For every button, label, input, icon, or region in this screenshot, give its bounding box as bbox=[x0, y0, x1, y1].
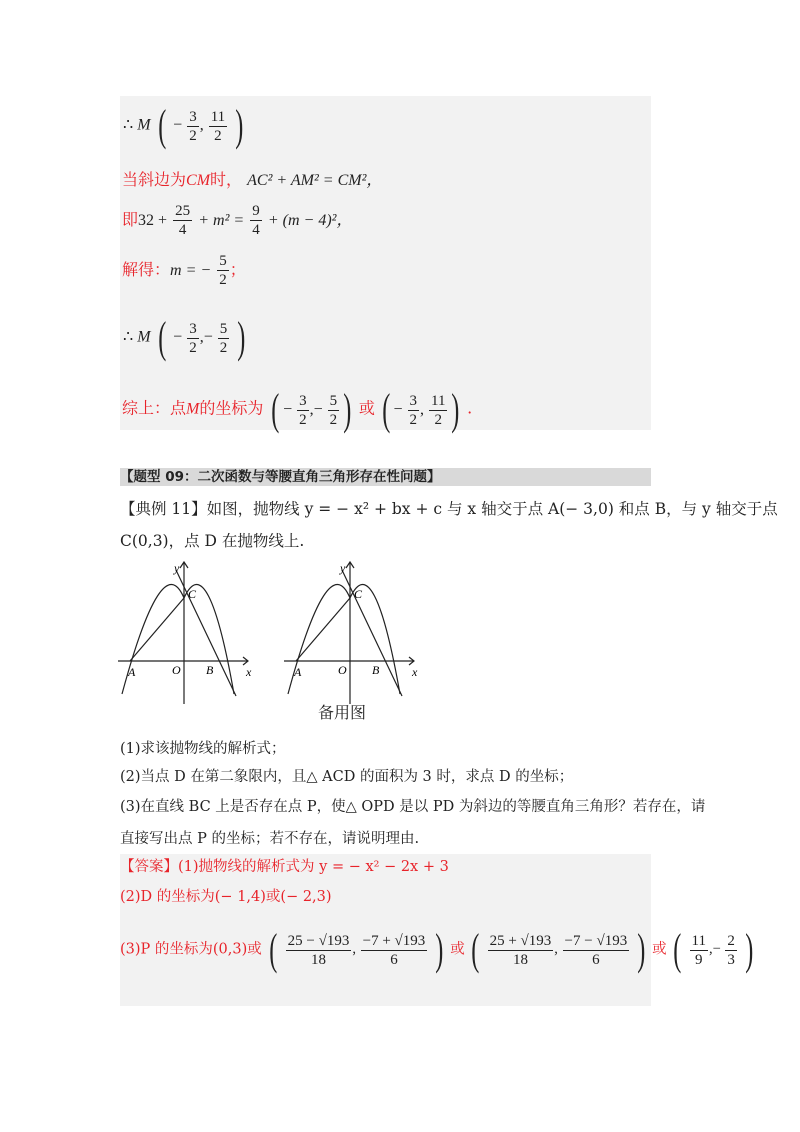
solve-end: ； bbox=[229, 260, 246, 279]
frac-den: 2 bbox=[409, 411, 418, 428]
problem-line-1: 【典例 11】如图，抛物线 y = − x² + bx + c 与 x 轴交于点 A(− 3,0) 和点 B，与 y 轴交于点 bbox=[120, 500, 778, 518]
frac-num: 3 bbox=[189, 320, 197, 337]
frac-num: 11 bbox=[431, 392, 446, 409]
result-m2: ∴ M ( − $\frac{3}{2}$ ,− $\frac{5}{2}$ ) bbox=[123, 313, 246, 362]
answer-or-2: 或 bbox=[652, 941, 667, 958]
label-x: x bbox=[246, 665, 252, 679]
label-a: A bbox=[128, 665, 136, 679]
label-y: y bbox=[340, 561, 346, 575]
label-y: y bbox=[174, 561, 180, 575]
figure-main bbox=[118, 556, 258, 706]
frac-den: 18 bbox=[488, 950, 554, 969]
therefore-symbol: ∴ bbox=[123, 116, 134, 134]
frac-den: 2 bbox=[189, 127, 197, 144]
summary-m: M bbox=[186, 400, 200, 418]
frac-num: −7 + √193 bbox=[362, 932, 426, 949]
summary-or: 或 bbox=[358, 398, 375, 418]
line-bc bbox=[342, 570, 402, 696]
frac-num: −7 − √193 bbox=[564, 932, 628, 949]
frac-den: 2 bbox=[209, 126, 227, 145]
frac-num: 11 bbox=[210, 108, 226, 125]
question-1: (1)求该抛物线的解析式； bbox=[120, 741, 286, 757]
therefore-symbol: ∴ bbox=[123, 328, 134, 346]
case-when: 时， bbox=[210, 170, 243, 189]
figure-caption: 备用图 bbox=[318, 703, 367, 722]
case-line bbox=[122, 170, 382, 191]
case-text: 当斜边为 bbox=[122, 170, 187, 189]
frac-num: 5 bbox=[329, 392, 338, 409]
eq-prefix: 即 bbox=[122, 210, 139, 229]
solve-text: 解得： bbox=[122, 260, 171, 279]
frac-num: 25 bbox=[175, 203, 191, 219]
answer-3-prefix: (3)P 的坐标为(0,3)或 bbox=[120, 941, 262, 958]
frac-den: 2 bbox=[219, 272, 227, 288]
frac-num: 25 − √193 bbox=[287, 932, 350, 949]
answer-2: (2)D 的坐标为(− 1,4)或(− 2,3) bbox=[120, 889, 332, 905]
summary-line: 综上：点M的坐标为 ( − $\frac{3}{2}$ ,− $\frac{5}{2}$ ) 或 ( − $\frac{3}{2}$ , $\frac{11}{2}$ ) . bbox=[122, 385, 473, 434]
answer-1: 【答案】(1)抛物线的解析式为 y = − x² − 2x + 3 bbox=[120, 859, 449, 875]
label-a: A bbox=[294, 665, 302, 679]
frac-den: 2 bbox=[299, 411, 307, 428]
frac-num: 5 bbox=[219, 253, 227, 269]
section-heading bbox=[120, 468, 651, 486]
segment-cm: CM bbox=[186, 172, 211, 189]
answer-3: (3)P 的坐标为(0,3)或 ( $\frac{25 - √193}{18}$ , $\frac{-7 + √193}{6}$ ) 或 ( $\frac{25 + √193}{18}$ , $\frac{-7 - √193}{6}$ ) 或 ( $\frac{11}{9}$ ,− $\frac{2}{3}$ ) bbox=[120, 925, 753, 974]
line-bc bbox=[176, 570, 236, 696]
solve-line bbox=[122, 252, 246, 289]
frac-num: 2 bbox=[727, 932, 735, 949]
question-3b: 直接写出点 P 的坐标；若不存在，请说明理由. bbox=[120, 831, 420, 847]
section-heading-text: 【题型 09：二次函数与等腰直角三角形存在性问题】 bbox=[120, 469, 441, 485]
figure-backup bbox=[284, 556, 424, 706]
frac-den: 2 bbox=[189, 339, 197, 356]
frac-den: 9 bbox=[690, 950, 708, 969]
frac-num: 25 + √193 bbox=[489, 932, 552, 949]
question-3a: (3)在直线 BC 上是否存在点 P，使△ OPD 是以 PD 为斜边的等腰直角三角形？若存在，请 bbox=[120, 799, 706, 815]
label-c: C bbox=[188, 587, 197, 601]
case-equation: AC² + AM² = CM²， bbox=[247, 172, 383, 189]
label-x: x bbox=[412, 665, 418, 679]
parabola-curve bbox=[288, 584, 400, 694]
point-m: M bbox=[137, 328, 151, 346]
frac-den: 2 bbox=[219, 339, 228, 356]
frac-den: 2 bbox=[329, 411, 338, 428]
frac-den: 6 bbox=[361, 950, 428, 969]
eq-mid: + m² = bbox=[198, 212, 245, 229]
frac-den: 2 bbox=[429, 410, 447, 429]
solve-m: m = − bbox=[170, 262, 212, 279]
line-ac bbox=[296, 598, 350, 661]
summary-prefix: 综上：点 bbox=[122, 398, 187, 418]
question-2: (2)当点 D 在第二象限内，且△ ACD 的面积为 3 时，求点 D 的坐标； bbox=[120, 769, 574, 785]
summary-mid: 的坐标为 bbox=[199, 398, 264, 418]
equation-line bbox=[122, 202, 352, 239]
label-b: B bbox=[206, 663, 214, 677]
frac-num: 9 bbox=[252, 203, 260, 219]
label-o: O bbox=[172, 663, 181, 677]
point-m: M bbox=[137, 116, 151, 134]
frac-num: 3 bbox=[409, 392, 418, 409]
label-b: B bbox=[372, 663, 380, 677]
result-m1: ∴ M ( − $\frac{3}{2}$ , $\frac{11}{2}$ ) bbox=[123, 101, 244, 150]
frac-den: 6 bbox=[563, 950, 630, 969]
frac-num: 5 bbox=[219, 320, 228, 337]
parabola-curve bbox=[122, 584, 234, 694]
label-o: O bbox=[338, 663, 347, 677]
frac-num: 3 bbox=[189, 108, 197, 125]
eq-32: 32 + bbox=[138, 212, 168, 229]
frac-num: 11 bbox=[691, 932, 706, 949]
label-c: C bbox=[354, 587, 363, 601]
frac-num: 3 bbox=[299, 392, 307, 409]
problem-line-2: C(0,3)，点 D 在抛物线上. bbox=[120, 532, 305, 550]
frac-den: 4 bbox=[173, 220, 192, 239]
eq-tail: + (m − 4)²， bbox=[267, 212, 353, 229]
answer-or-1: 或 bbox=[450, 941, 465, 958]
summary-end: . bbox=[467, 398, 473, 418]
frac-den: 3 bbox=[727, 951, 735, 968]
frac-den: 4 bbox=[252, 222, 260, 238]
line-ac bbox=[130, 598, 184, 661]
frac-den: 18 bbox=[286, 950, 352, 969]
